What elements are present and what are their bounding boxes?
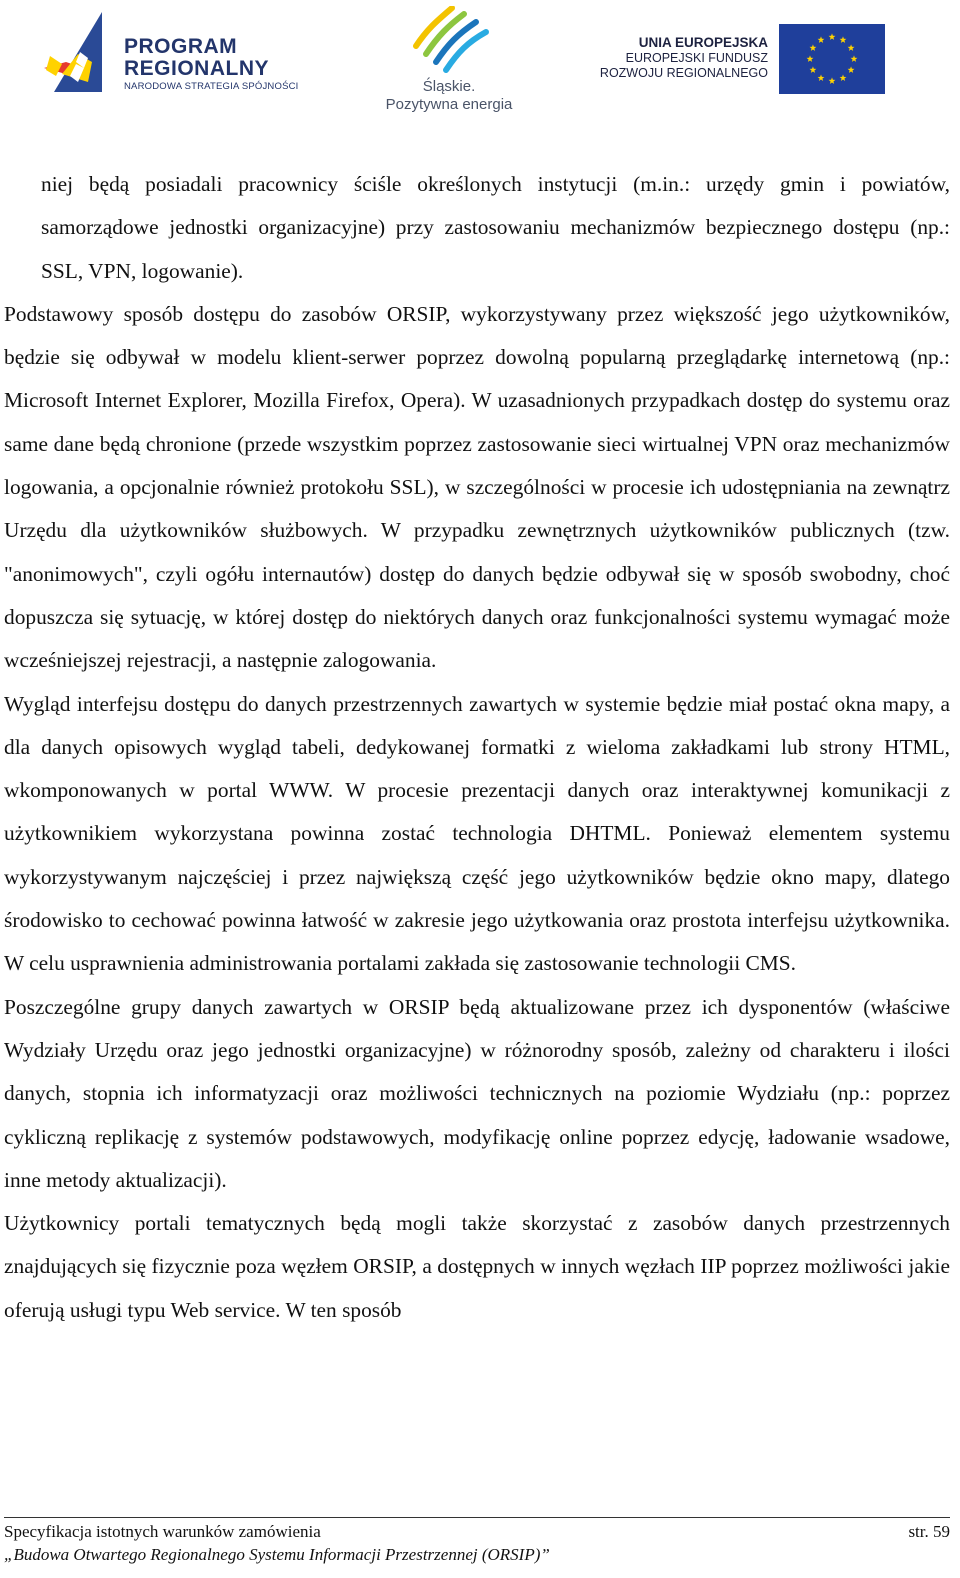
eu-flag-icon: [779, 24, 885, 94]
program-regionalny-logo: [44, 12, 334, 104]
paragraph-interface: Wygląd interfejsu dostępu do danych przestrzennych zawartych w systemie będzie miał postać okna mapy, a dla danych opisowych wygląd tabeli, dedykowanej formatki z wieloma zakładkami lub strony HTML, wkomponowanych w portal WWW. W procesie prezentacji danych oraz interaktywnej komunikacji z użytkownikiem wykorzystana powinna zostać technologia DHTML. Ponieważ elementem systemu wykorzystywanym najczęściej i przez największą część jego użytkowników będzie okno mapy, dlatego środowisko to cechować powinna łatwość w zakresie jego użytkowania oraz prostota interfejsu użytkownika. W celu usprawnienia administrowania portalami zakłada się zastosowanie technologii CMS.: [4, 691, 950, 976]
eu-logo-line2: EUROPEJSKI FUNDUSZ: [625, 51, 768, 65]
footer-divider: [4, 1517, 950, 1518]
program-logo-line2: REGIONALNY: [124, 57, 270, 80]
paragraph-thematic-portals: Użytkownicy portali tematycznych będą mogli także skorzystać z zasobów danych przestrzennych znajdujących się fizycznie poza węzłem ORSIP, a dostępnych w innych węzłach IIP poprzez możliwości jakie oferują usługi typu Web service. W ten sposób: [4, 1211, 950, 1322]
program-logo-line1: PROGRAM: [124, 35, 238, 58]
eu-logo-line1: UNIA EUROPEJSKA: [638, 35, 768, 50]
page-header: [0, 0, 960, 125]
slaskie-waves-icon: [382, 6, 516, 78]
footer-page-number: str. 59: [908, 1522, 950, 1541]
paragraph-data-update: Poszczególne grupy danych zawartych w ORSIP będą aktualizowane przez ich dysponentów (właściwe Wydziały Urzędu oraz jego jednostki organizacyjne) w różnorodny sposób, zależny od charakteru i ilości danych, stopnia ich informatyzacji oraz możliwości technicznych na poziomie Wydziału (np.: poprzez cykliczną replikację z systemów podstawowych, modyfikację online poprzez edycję, ładowanie wsadowe, inne metody aktualizacji).: [4, 994, 950, 1192]
slaskie-logo: [382, 6, 516, 116]
document-body: [4, 163, 950, 1332]
program-regionalny-emblem-icon: [44, 12, 124, 104]
footer-spec-label: Specyfikacja istotnych warunków zamówienia: [4, 1522, 321, 1541]
eu-logo-line3: ROZWOJU REGIONALNEGO: [599, 66, 768, 80]
paragraph-access-method: Podstawowy sposób dostępu do zasobów ORSIP, wykorzystywany przez większość jego użytkowników, będzie się odbywał w modelu klient-serwer poprzez dowolną popularną przeglądarkę internetową (np.: Microsoft Internet Explorer, Mozilla Firefox, Opera). W uzasadnionych przypadkach dostęp do systemu oraz same dane będą chronione (przede wszystkim poprzez zastosowanie sieci wirtualnej VPN oraz mechanizmów logowania, a opcjonalnie również protokołu SSL), w szczególności w procesie ich udostępniania na zewnątrz Urzędu dla użytkowników służbowych. W przypadku zewnętrznych użytkowników publicznych (tzw. "anonimowych", czyli ogółu internautów) dostęp do danych będzie odbywał się w sposób swobodny, choć dopuszcza się sytuację, w której dostęp do niektórych danych oraz funkcjonalności systemu wymagać może wcześniejszej rejestracji, a następnie zalogowania.: [4, 301, 950, 673]
paragraph-continuation: niej będą posiadali pracownicy ściśle określonych instytucji (m.in.: urzędy gmin i powiatów, samorządowe jednostki organizacyjne) przy zastosowaniu mechanizmów bezpiecznego dostępu (np.: SSL, VPN, logowanie).: [41, 172, 950, 283]
eu-fund-text: [580, 34, 768, 81]
slaskie-logo-line1: Śląskie.: [422, 78, 476, 95]
program-logo-line3: NARODOWA STRATEGIA SPÓJNOŚCI: [124, 81, 299, 92]
footer-project-title: „Budowa Otwartego Regionalnego Systemu Informacji Przestrzennej (ORSIP)”: [4, 1545, 550, 1564]
slaskie-logo-line2: Pozytywna energia: [385, 96, 513, 113]
